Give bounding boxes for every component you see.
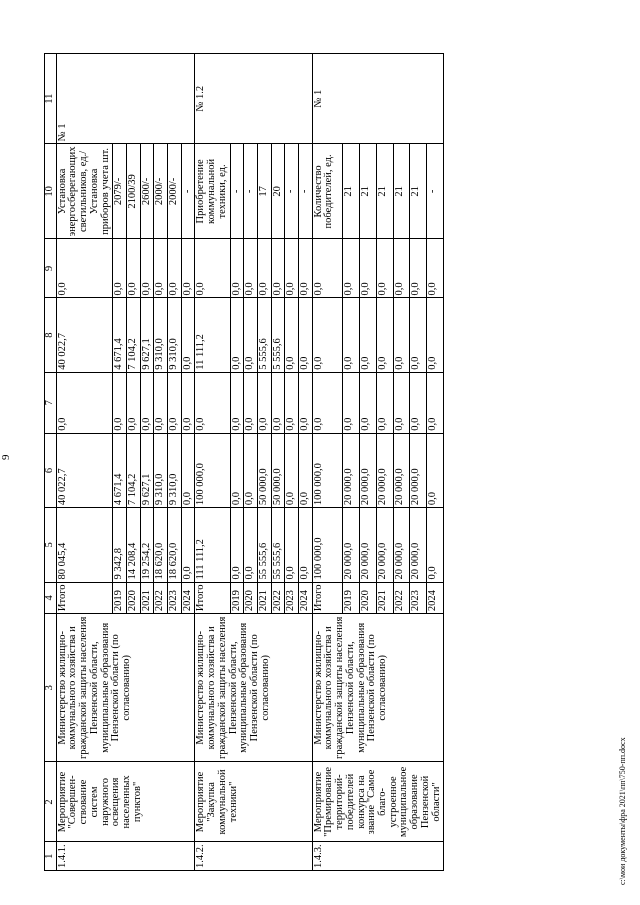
year-cell: 2022	[393, 582, 410, 614]
measure-name: Мероприятие "Закупка коммунальной техники"	[195, 762, 312, 842]
total-cell: 0,0	[181, 508, 195, 582]
col9-cell: 0,0	[427, 239, 444, 298]
fed-cell: 0,0	[244, 433, 258, 507]
file-path-footer: c:\мои документы\фра 2021\пп\750-пп.docx	[618, 737, 627, 885]
measure-name: Мероприятие "Совершен-ствование систем наружного освещения населенных пунктов"	[56, 762, 195, 842]
col9-cell: 0,0	[195, 239, 230, 298]
measure-code: 1.4.2.	[195, 842, 312, 871]
col9-cell: 0,0	[410, 239, 427, 298]
fed-cell: 100 000,0	[195, 433, 230, 507]
indicator-value: 21	[359, 144, 376, 239]
year-cell: 2021	[257, 582, 271, 614]
col7-cell: 0,0	[140, 372, 154, 433]
year-cell: 2022	[154, 582, 168, 614]
year-cell: 2019	[230, 582, 244, 614]
total-cell: 9 342,8	[113, 508, 127, 582]
col7-cell: 0,0	[195, 372, 230, 433]
indicator-value: -	[244, 144, 258, 239]
measure-code: 1.4.3.	[312, 842, 443, 871]
total-cell: 20 000,0	[342, 508, 359, 582]
indicator-value: 20	[271, 144, 285, 239]
total-cell: 80 045,4	[56, 508, 113, 582]
page-number: 9	[0, 454, 12, 460]
indicator-value: -	[299, 144, 313, 239]
year-cell: 2024	[181, 582, 195, 614]
col9-cell: 0,0	[181, 239, 195, 298]
col7-cell: 0,0	[113, 372, 127, 433]
col8-cell: 0,0	[299, 298, 313, 372]
year-cell: 2020	[126, 582, 140, 614]
col9-cell: 0,0	[154, 239, 168, 298]
col9-cell: 0,0	[257, 239, 271, 298]
col9-cell: 0,0	[376, 239, 393, 298]
col7-cell: 0,0	[271, 372, 285, 433]
total-cell: 20 000,0	[393, 508, 410, 582]
measure-ref: № 1	[56, 54, 195, 144]
total-cell: 0,0	[299, 508, 313, 582]
column-number-row	[45, 54, 57, 871]
col8-cell: 9 310,0	[168, 298, 182, 372]
col9-cell: 0,0	[393, 239, 410, 298]
measure-ref: № 1	[312, 54, 443, 144]
fed-cell: 20 000,0	[410, 433, 427, 507]
measure-ref: № 1.2	[195, 54, 312, 144]
indicator-value: -	[285, 144, 299, 239]
col-header-5: 5	[45, 508, 57, 582]
year-cell: 2019	[113, 582, 127, 614]
col7-cell: 0,0	[168, 372, 182, 433]
indicator-value: -	[230, 144, 244, 239]
year-cell: 2020	[359, 582, 376, 614]
col7-cell: 0,0	[342, 372, 359, 433]
fed-cell: 50 000,0	[271, 433, 285, 507]
fed-cell: 50 000,0	[257, 433, 271, 507]
total-cell: 111 111,2	[195, 508, 230, 582]
col-header-4: 4	[45, 582, 57, 614]
col-header-9: 9	[45, 239, 57, 298]
col7-cell: 0,0	[410, 372, 427, 433]
col-header-7: 7	[45, 372, 57, 433]
measure-1-4-2	[195, 54, 312, 871]
fed-cell: 40 022,7	[56, 433, 113, 507]
total-cell: 0,0	[285, 508, 299, 582]
col9-cell: 0,0	[271, 239, 285, 298]
fed-cell: 0,0	[427, 433, 444, 507]
indicator-name: Количество победителей, ед.	[312, 144, 342, 239]
col9-cell: 0,0	[113, 239, 127, 298]
col8-cell: 0,0	[376, 298, 393, 372]
indicator-value: 2000/-	[168, 144, 182, 239]
fed-cell: 0,0	[299, 433, 313, 507]
col8-cell: 0,0	[312, 298, 342, 372]
total-cell: 19 254,2	[140, 508, 154, 582]
fed-cell: 20 000,0	[376, 433, 393, 507]
col9-cell: 0,0	[285, 239, 299, 298]
col8-cell: 7 104,2	[126, 298, 140, 372]
indicator-value: 21	[342, 144, 359, 239]
col9-cell: 0,0	[312, 239, 342, 298]
measure-executor: Министерство жилищно-коммунального хозяйства и гражданской защиты населения Пензенской области, муниципальные образования Пензенской области (по согласованию)	[195, 614, 312, 762]
program-measures-table	[44, 53, 444, 871]
total-cell: 20 000,0	[359, 508, 376, 582]
col8-cell: 40 022,7	[56, 298, 113, 372]
year-cell: 2022	[271, 582, 285, 614]
col8-cell: 0,0	[181, 298, 195, 372]
year-cell: 2021	[140, 582, 154, 614]
col7-cell: 0,0	[285, 372, 299, 433]
col8-cell: 5 555,6	[271, 298, 285, 372]
fed-cell: 100 000,0	[312, 433, 342, 507]
col8-cell: 0,0	[410, 298, 427, 372]
col-header-2: 2	[45, 762, 57, 842]
total-cell: 0,0	[427, 508, 444, 582]
col7-cell: 0,0	[257, 372, 271, 433]
col9-cell: 0,0	[168, 239, 182, 298]
fed-cell: 9 627,1	[140, 433, 154, 507]
fed-cell: 4 671,4	[113, 433, 127, 507]
year-cell: 2023	[285, 582, 299, 614]
indicator-value: 2079/-	[113, 144, 127, 239]
year-cell: 2020	[244, 582, 258, 614]
measure-1-4-1	[56, 54, 195, 871]
col8-cell: 9 627,1	[140, 298, 154, 372]
fed-cell: 20 000,0	[393, 433, 410, 507]
col-header-11: 11	[45, 54, 57, 144]
col7-cell: 0,0	[299, 372, 313, 433]
fed-cell: 0,0	[230, 433, 244, 507]
col7-cell: 0,0	[359, 372, 376, 433]
col7-cell: 0,0	[126, 372, 140, 433]
indicator-value: 21	[376, 144, 393, 239]
year-cell: Итого	[195, 582, 230, 614]
col7-cell: 0,0	[393, 372, 410, 433]
total-cell: 18 620,0	[168, 508, 182, 582]
col9-cell: 0,0	[126, 239, 140, 298]
indicator-value: 21	[393, 144, 410, 239]
measure-executor: Министерство жилищно-коммунального хозяйства и гражданской защиты населения Пензенской области, муниципальные образования Пензенской области (по согласованию)	[312, 614, 443, 762]
col9-cell: 0,0	[359, 239, 376, 298]
col8-cell: 0,0	[427, 298, 444, 372]
col8-cell: 0,0	[342, 298, 359, 372]
year-cell: 2019	[342, 582, 359, 614]
indicator-name: Установка энергосберегающих светильников, ед./ Установка приборов учета шт.	[56, 144, 113, 239]
year-cell: 2023	[410, 582, 427, 614]
year-cell: Итого	[312, 582, 342, 614]
col7-cell: 0,0	[312, 372, 342, 433]
col7-cell: 0,0	[230, 372, 244, 433]
total-cell: 20 000,0	[410, 508, 427, 582]
col9-cell: 0,0	[230, 239, 244, 298]
col-header-6: 6	[45, 433, 57, 507]
col-header-3: 3	[45, 614, 57, 762]
total-cell: 0,0	[230, 508, 244, 582]
col8-cell: 0,0	[359, 298, 376, 372]
fed-cell: 20 000,0	[342, 433, 359, 507]
total-cell: 100 000,0	[312, 508, 342, 582]
indicator-value: 2100/39	[126, 144, 140, 239]
measure-executor: Министерство жилищно-коммунального хозяйства и гражданской защиты населения Пензенской области, муниципальные образования Пензенской области (по согласованию)	[56, 614, 195, 762]
col8-cell: 0,0	[393, 298, 410, 372]
measure-1-4-3	[312, 54, 443, 871]
col7-cell: 0,0	[154, 372, 168, 433]
col7-cell: 0,0	[376, 372, 393, 433]
col7-cell: 0,0	[181, 372, 195, 433]
year-cell: 2021	[376, 582, 393, 614]
fed-cell: 0,0	[285, 433, 299, 507]
year-cell: 2023	[168, 582, 182, 614]
indicator-value: -	[427, 144, 444, 239]
indicator-value: 21	[410, 144, 427, 239]
total-cell: 18 620,0	[154, 508, 168, 582]
table-row	[312, 54, 342, 871]
indicator-value: 17	[257, 144, 271, 239]
indicator-value: 2000/-	[154, 144, 168, 239]
col7-cell: 0,0	[244, 372, 258, 433]
fed-cell: 20 000,0	[359, 433, 376, 507]
year-cell: Итого	[56, 582, 113, 614]
table-row	[195, 54, 230, 871]
year-cell: 2024	[299, 582, 313, 614]
year-cell: 2024	[427, 582, 444, 614]
total-cell: 20 000,0	[376, 508, 393, 582]
col8-cell: 9 310,0	[154, 298, 168, 372]
total-cell: 14 208,4	[126, 508, 140, 582]
col8-cell: 4 671,4	[113, 298, 127, 372]
col8-cell: 0,0	[285, 298, 299, 372]
col9-cell: 0,0	[140, 239, 154, 298]
fed-cell: 9 310,0	[168, 433, 182, 507]
measure-code: 1.4.1.	[56, 842, 195, 871]
col8-cell: 11 111,2	[195, 298, 230, 372]
indicator-value: 2600/-	[140, 144, 154, 239]
total-cell: 55 555,6	[257, 508, 271, 582]
col8-cell: 0,0	[244, 298, 258, 372]
fed-cell: 9 310,0	[154, 433, 168, 507]
fed-cell: 0,0	[181, 433, 195, 507]
col9-cell: 0,0	[342, 239, 359, 298]
total-cell: 0,0	[244, 508, 258, 582]
col-header-1: 1	[45, 842, 57, 871]
col9-cell: 0,0	[244, 239, 258, 298]
col8-cell: 0,0	[230, 298, 244, 372]
col-header-10: 10	[45, 144, 57, 239]
col7-cell: 0,0	[56, 372, 113, 433]
col7-cell: 0,0	[427, 372, 444, 433]
total-cell: 55 555,6	[271, 508, 285, 582]
col9-cell: 0,0	[56, 239, 113, 298]
table-row	[56, 54, 113, 871]
col-header-8: 8	[45, 298, 57, 372]
measure-name: Мероприятие "Премирование территорий-победителей конкурса на звание "Самое благо-устроенное муниципальное образование Пензенской области"	[312, 762, 443, 842]
col9-cell: 0,0	[299, 239, 313, 298]
indicator-value: -	[181, 144, 195, 239]
indicator-name: Приобретение коммунальной техники, ед.	[195, 144, 230, 239]
fed-cell: 7 104,2	[126, 433, 140, 507]
col8-cell: 5 555,6	[257, 298, 271, 372]
